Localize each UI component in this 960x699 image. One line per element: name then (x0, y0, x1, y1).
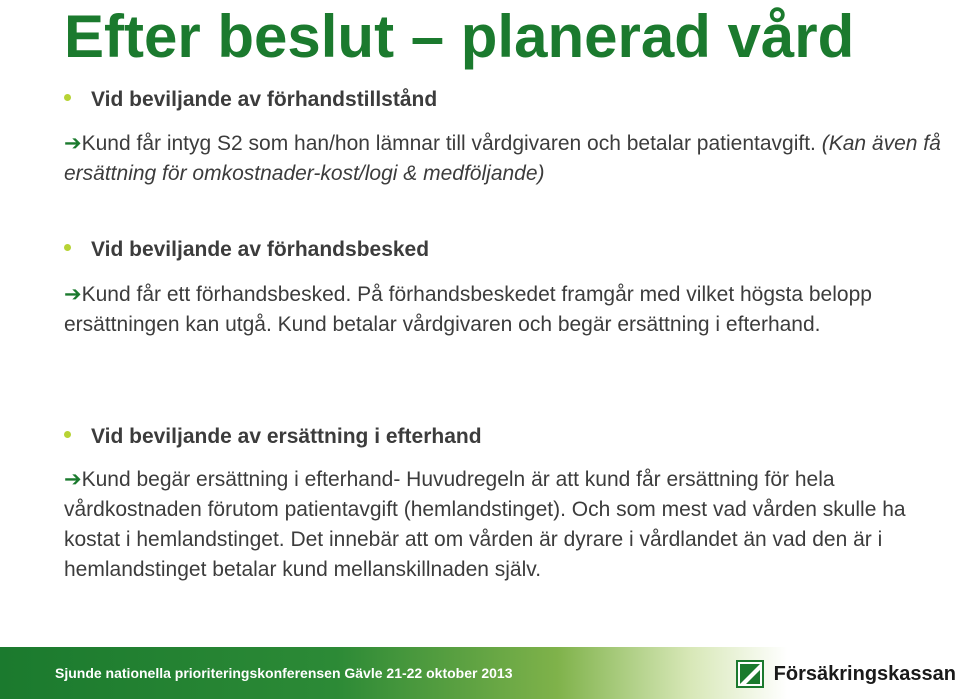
footer-bar (0, 647, 960, 699)
paragraph-text: Kund får ett förhandsbesked. På förhandsbeskedet framgår med vilket högsta belopp ersättningen kan utgå. Kund betalar vårdgivaren och begär ersättning i efterhand. (64, 283, 872, 336)
bullet-dot-icon (64, 94, 71, 101)
bullet-heading-forhandstillstand (64, 88, 437, 112)
forsakringskassan-logo-icon (736, 660, 764, 688)
heading-text: Vid beviljande av förhandstillstånd (91, 88, 438, 111)
paragraph-text: Kund får intyg S2 som han/hon lämnar till vårdgivaren och betalar patientavgift. (81, 132, 816, 155)
paragraph-forhandsbesked (64, 280, 924, 340)
bullet-dot-icon (64, 431, 71, 438)
logo-wordmark: Försäkringskassan (773, 662, 956, 685)
forsakringskassan-logo (736, 660, 956, 688)
heading-text: Vid beviljande av förhandsbesked (91, 238, 430, 261)
paragraph-note: (Kan även få ersättning för omkostnader-kost/logi & medföljande) (64, 132, 941, 185)
arrow-right-icon: ➔ (64, 132, 82, 155)
bullet-dot-icon (64, 244, 71, 251)
paragraph-text: Kund begär ersättning i efterhand- Huvudregeln är att kund får ersättning för hela vårdkostnaden förutom patientavgift (hemlandstinget). Och som mest vad vården skulle ha kostat i hemlandstinget. Det innebär att om vården är dyrare i vårdlandet än vad den är i hemlandstinget betalar kund mellanskillnaden själv. (64, 468, 906, 581)
heading-text: Vid beviljande av ersättning i efterhand (91, 425, 482, 448)
bullet-heading-efterhand (64, 425, 482, 449)
paragraph-efterhand (64, 465, 949, 585)
bullet-heading-forhandsbesked (64, 238, 429, 262)
paragraph-forhandstillstand (64, 129, 944, 189)
slide-title: Efter beslut – planerad vård (64, 3, 855, 70)
footer-conference-text: Sjunde nationella prioriteringskonferensen Gävle 21-22 oktober 2013 (55, 665, 513, 681)
arrow-right-icon: ➔ (64, 468, 82, 491)
arrow-right-icon: ➔ (64, 283, 82, 306)
